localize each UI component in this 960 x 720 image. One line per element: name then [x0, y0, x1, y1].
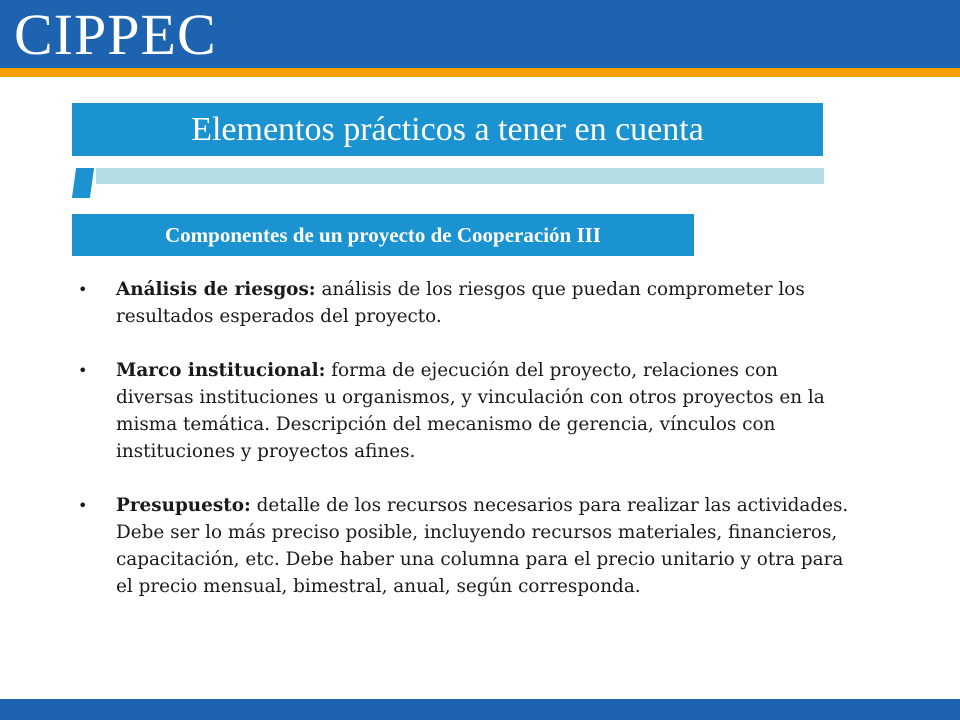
bullet-icon: • [78, 496, 88, 515]
header-bar [0, 0, 960, 68]
bullet-list [78, 276, 858, 627]
accent-bar [96, 168, 824, 184]
bullet-text: detalle de los recursos necesarios para realizar las actividades. Debe ser lo más preciso posible, incluyendo recursos materiales, financieros, capacitación, etc. Debe haber una columna para el precio unitario y otra para el precio mensual, bimestral, anual, según corresponda. [116, 495, 849, 597]
bullet-item-presupuesto [78, 492, 858, 600]
bullet-text: forma de ejecución del proyecto, relaciones con diversas instituciones u organismos, y vinculación con otros proyectos en la misma temática. Descripción del mecanismo de gerencia, vínculos con instituciones y proyectos afines. [116, 360, 825, 462]
accent-mark [72, 168, 94, 198]
bullet-term: Presupuesto: [116, 495, 251, 516]
footer-bar [0, 699, 960, 720]
bullet-icon: • [78, 280, 88, 299]
bullet-term: Análisis de riesgos: [116, 279, 316, 300]
slide-subtitle: Componentes de un proyecto de Cooperación III [72, 214, 694, 256]
cippec-logo: CIPPEC [14, 2, 217, 67]
header-orange-stripe [0, 68, 960, 77]
bullet-item-riesgos [78, 276, 858, 330]
slide-title: Elementos prácticos a tener en cuenta [72, 103, 823, 156]
bullet-text: análisis de los riesgos que puedan comprometer los resultados esperados del proyecto. [116, 279, 805, 327]
bullet-item-marco [78, 357, 858, 465]
bullet-icon: • [78, 361, 88, 380]
bullet-term: Marco institucional: [116, 360, 326, 381]
